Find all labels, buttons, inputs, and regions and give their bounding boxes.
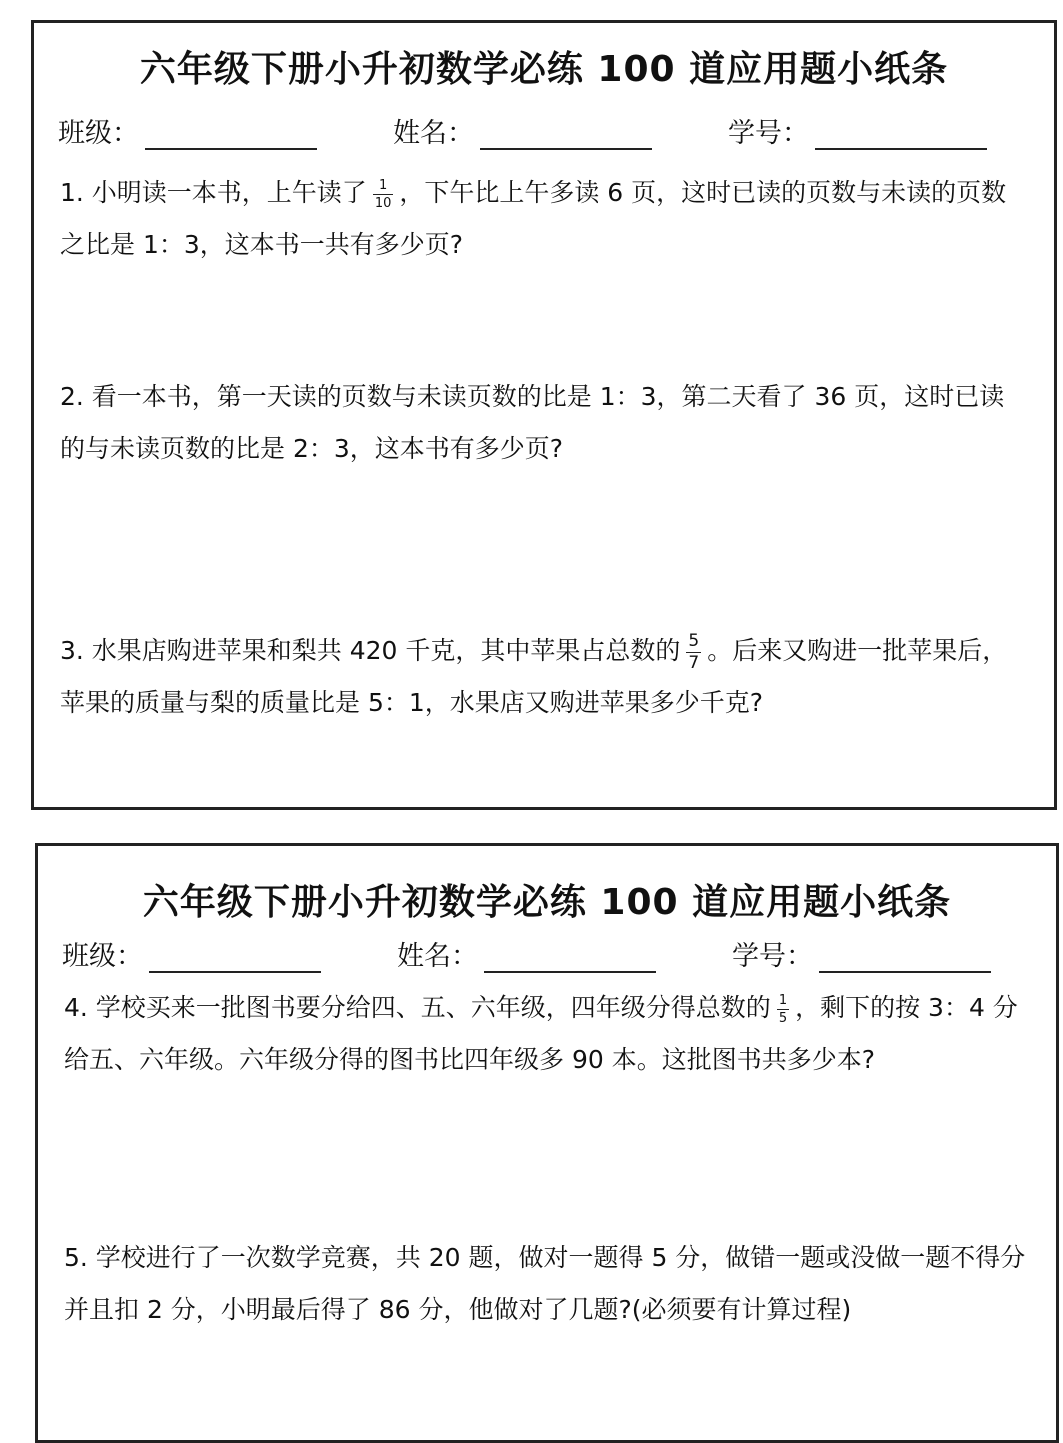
fraction-denominator: 10 <box>374 195 392 211</box>
question-3 <box>60 625 1024 729</box>
class-blank[interactable] <box>149 945 321 973</box>
student-id-label: 学号： <box>728 118 809 149</box>
question-1 <box>60 167 1024 271</box>
page-title: 六年级下册小升初数学必练 100 道应用题小纸条 <box>139 49 949 90</box>
worksheet-card-2 <box>35 843 1059 1443</box>
worksheet-card-1 <box>31 20 1057 810</box>
fraction-numerator: 1 <box>778 992 788 1008</box>
student-info-fields <box>58 111 1030 151</box>
question-3-text-end: 。后来又购进一批苹果后，苹果的质量与梨的质量比是 5：1，水果店又购进苹果多少千克? <box>60 636 1008 717</box>
fraction-denominator: 5 <box>778 1010 788 1026</box>
question-4 <box>64 982 1026 1086</box>
fraction-one-tenth <box>373 179 394 210</box>
question-2 <box>60 371 1024 475</box>
student-id-blank[interactable] <box>819 945 991 973</box>
name-blank[interactable] <box>480 122 652 150</box>
class-blank[interactable] <box>145 122 317 150</box>
page-title: 六年级下册小升初数学必练 100 道应用题小纸条 <box>142 882 952 923</box>
student-id-field <box>728 111 987 150</box>
question-3-text-start: 3. 水果店购进苹果和梨共 420 千克，其中苹果占总数的 <box>60 636 681 665</box>
name-label: 姓名： <box>393 118 474 149</box>
student-id-field <box>732 934 991 973</box>
student-id-blank[interactable] <box>815 122 987 150</box>
student-info-fields <box>62 934 1032 974</box>
question-1-text-start: 1. 小明读一本书，上午读了 <box>60 178 367 207</box>
question-2-text: 2. 看一本书，第一天读的页数与未读页数的比是 1：3，第二天看了 36 页，这时已读的与未读页数的比是 2：3，这本书有多少页? <box>60 382 1005 463</box>
name-blank[interactable] <box>484 945 656 973</box>
fraction-denominator: 7 <box>688 652 700 673</box>
class-field <box>62 934 321 973</box>
class-label: 班级： <box>58 118 139 149</box>
question-4-text-end: ，剩下的按 3：4 分给五、六年级。六年级分得的图书比四年级多 90 本。这批图书共多少本? <box>64 993 1018 1074</box>
question-5-text: 5. 学校进行了一次数学竞赛，共 20 题，做对一题得 5 分，做错一题或没做一题不得分并且扣 2 分，小明最后得了 86 分，他做对了几题?(必须要有计算过程) <box>64 1243 1026 1324</box>
fraction-numerator: 1 <box>373 179 394 195</box>
question-5 <box>64 1232 1026 1336</box>
fraction-numerator: 5 <box>688 630 700 651</box>
student-id-label: 学号： <box>732 941 813 972</box>
class-field <box>58 111 317 150</box>
name-label: 姓名： <box>397 941 478 972</box>
question-4-text-start: 4. 学校买来一批图书要分给四、五、六年级，四年级分得总数的 <box>64 993 771 1022</box>
fraction-five-sevenths <box>686 630 701 673</box>
name-field <box>397 934 656 973</box>
question-1-text-end: ，下午比上午多读 6 页，这时已读的页数与未读的页数之比是 1：3，这本书一共有多少页? <box>60 178 1007 259</box>
name-field <box>393 111 652 150</box>
class-label: 班级： <box>62 941 143 972</box>
fraction-one-fifth <box>777 994 789 1025</box>
